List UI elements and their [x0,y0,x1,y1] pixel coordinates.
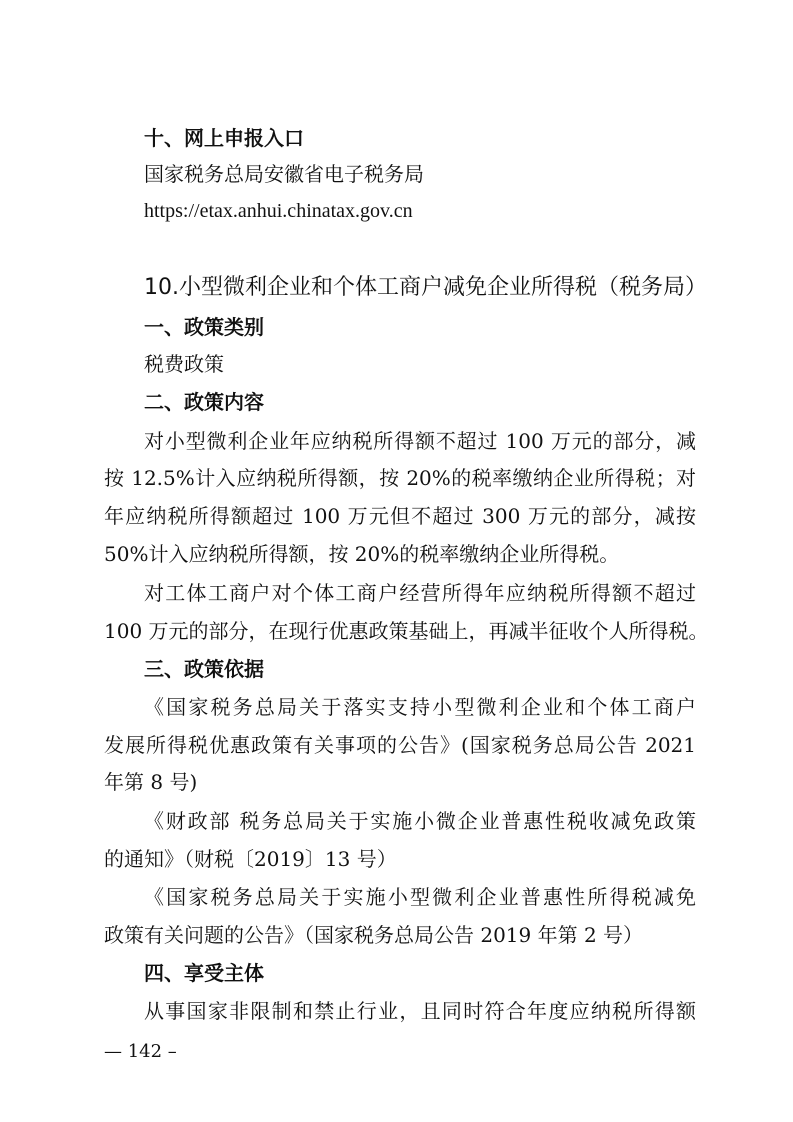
basis-line: 《财政部 税务总局关于实施小微企业普惠性税收减免政策 [144,809,696,833]
content-line: 对小型微利企业年应纳税所得额不超过 100 万元的部分，减 [144,429,696,453]
content-line: 对工体工商户对个体工商户经营所得年应纳税所得额不超过 [144,581,696,605]
heading-policy-basis: 三、政策依据 [144,657,264,681]
eligibility-line: 从事国家非限制和禁止行业，且同时符合年度应纳税所得额 [144,999,696,1023]
basis-line: 年第 8 号) [104,770,198,794]
entry-name: 国家税务总局安徽省电子税务局 [144,162,424,186]
content-line: 50%计入应纳税所得额，按 20%的税率缴纳企业所得税。 [104,542,620,566]
section-heading-online-entry: 十、网上申报入口 [144,126,304,150]
content-line: 年应纳税所得额超过 100 万元但不超过 300 万元的部分，减按 [104,504,696,528]
content-line: 100 万元的部分，在现行优惠政策基础上，再减半征收个人所得税。 [104,619,709,643]
policy-category-text: 税费政策 [144,352,224,376]
page-number: — 142 – [104,1041,177,1062]
basis-line: 《国家税务总局关于落实支持小型微利企业和个体工商户 [144,695,696,719]
content-line: 按 12.5%计入应纳税所得额，按 20%的税率缴纳企业所得税；对 [104,466,696,490]
basis-line: 发展所得税优惠政策有关事项的公告》(国家税务总局公告 2021 [104,733,696,757]
entry-url[interactable]: https://etax.anhui.chinatax.gov.cn [144,200,413,222]
basis-line: 政策有关问题的公告》（国家税务总局公告 2019 年第 2 号） [104,923,644,947]
heading-eligible-subject: 四、享受主体 [144,961,264,985]
heading-policy-content: 二、政策内容 [144,390,264,414]
basis-line: 《国家税务总局关于实施小型微利企业普惠性所得税减免 [144,885,696,909]
item-title: 10.小型微利企业和个体工商户减免企业所得税（税务局） [144,275,707,300]
basis-line: 的通知》（财税〔2019〕13 号） [104,847,397,871]
heading-policy-category: 一、政策类别 [144,315,264,339]
